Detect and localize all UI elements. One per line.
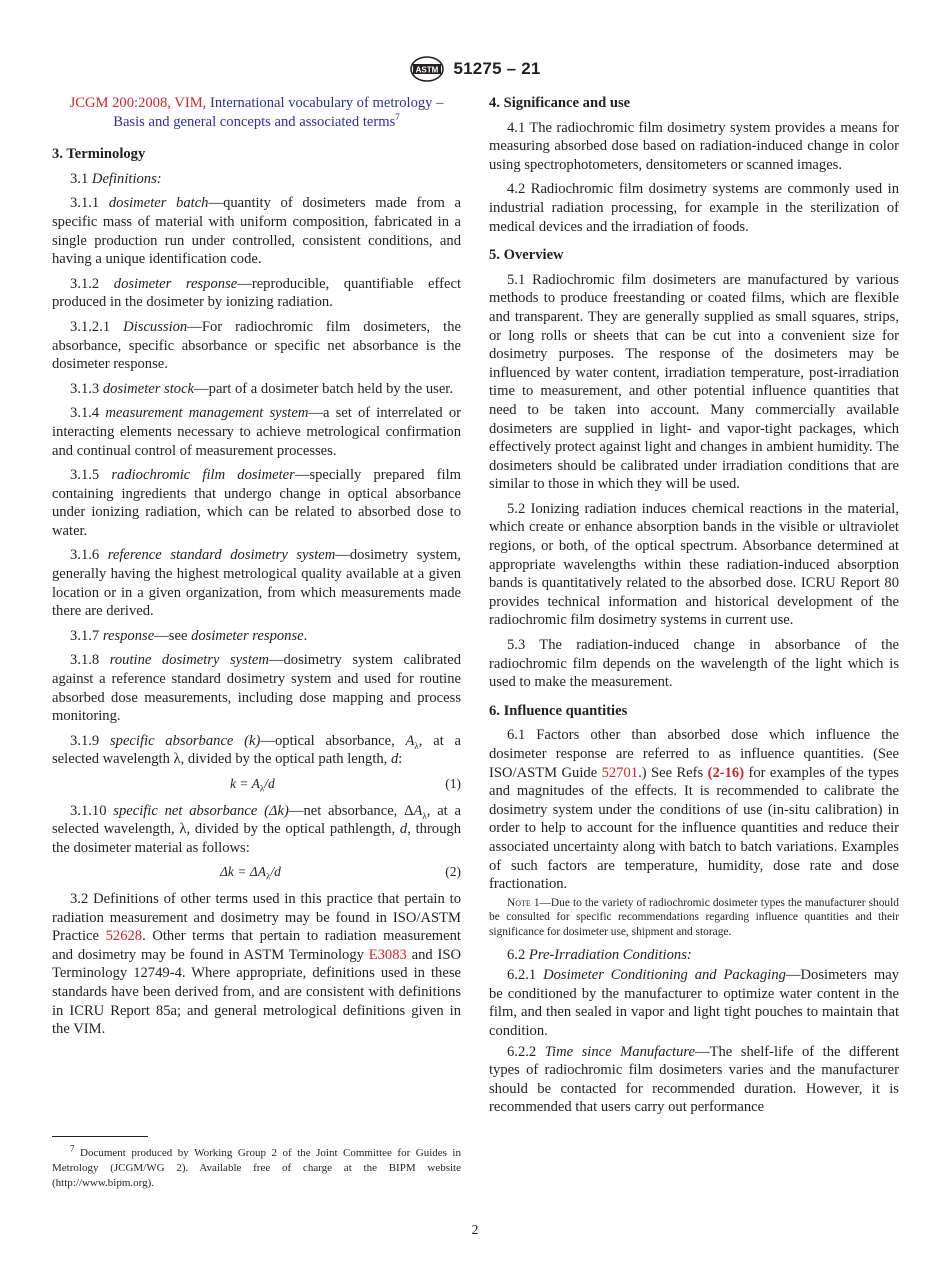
paragraph-5-2: 5.2 Ionizing radiation induces chemical reactions in the material, which create or enhance absorption bands in the visible or ultraviolet regions, or both, of the optical spectrum. Absorbance determined at appropriate wavelengths within these radiation-induced absorption bands is quantitatively related to the absorbed dose. ICRU Report 80 provides technical information and historical development of the radiochromic film dosimetry systems in current use. [489,500,899,629]
equation-2: $\Delta k = \Delta A_\lambda/d$ (2) [220,864,461,883]
page-number: 2 [471,1222,479,1237]
paragraph-3-2: 3.2 Definitions of other terms used in this practice that pertain to radiation measurement and dosimetry may be found in ISO/ASTM Practice 52628. Other terms that pertain to radiation measurement and dosimetry may be found in ASTM Terminology E3083 and ISO Terminology 12749-4. Where appropriate, definitions used in these standards have been derived from, and are consistent with definitions in ICRU Report 85a; and general metrological definitions given in the VIM. [52,890,461,1038]
logo-text: ASTM [416,65,439,75]
footnote-ref-7[interactable]: 7 [395,111,400,122]
paragraph-3-1-7: 3.1.7 response—see dosimeter response. [70,627,308,644]
section-4-heading: 4. Significance and use [489,95,631,111]
right-column [489,94,899,1123]
section-6-heading: 6. Influence quantities [489,702,628,719]
equation-2-number: (2) [445,864,461,880]
paragraph-4-1: 4.1 The radiochromic film dosimetry system provides a means for measuring absorbed dose based on radiation-induced change in color using spectrophotometers, densitometers or scanned images. [489,119,899,173]
paragraph-3-1-6: 3.1.6 reference standard dosimetry system—dosimetry system, generally having the highest metrological quality available at a given location or in a given organization, from which measurements made there are derived. [52,547,461,620]
link-refs-2-16[interactable]: (2-16) [707,764,745,781]
paragraph-6-2-1: 6.2.1 Dosimeter Conditioning and Packaging—Dosimeters may be conditioned by the manufacturer to optimize water content in the film, and then sealed in vapor and light tight pouches to maintain that condition. [489,967,900,1039]
paragraph-5-3: 5.3 The radiation-induced change in absorbance of the radiochromic film depends on the wavelength of the light which is used to make the measurement. [489,637,899,691]
section-5-heading: 5. Overview [489,247,564,264]
paragraph-5-1: 5.1 Radiochromic film dosimeters are manufactured by various methods to produce freestanding or coated films, which are flexible and transparent. They are generally supplied as small squares, strips, or long rolls or sheets that can be cut into a convenient size for dosimetry purposes. The response of the dosimeters may be influenced by water content, irradiation temperature, post-irradiation time to measurement, and other potential influence quantities that need to be taken into account. Many commercially available dosimeters are supplied in light- and vapor-tight packages, which effectively protect against light and changes in ambient humidity. The dosimeters should be calibrated under irradiation conditions that are similar to those in which they will be used. [489,271,899,493]
reference-title-link[interactable]: International vocabulary of metrology – Basis and general concepts and associated terms [113,95,444,130]
link-52628[interactable]: 52628 [105,928,143,945]
link-e3083[interactable]: E3083 [368,946,407,963]
left-column [52,94,461,1045]
equation-1-number: (1) [445,776,461,791]
paragraph-6-1: 6.1 Factors other than absorbed dose which influence the dosimeter response are referred to as influence quantities. (See ISO/ASTM Guide 52701.) See Refs (2-16) for examples of the types and magnitudes of the effects. It is recommended to calibrate the dosimetry system under the conditions of use (in-situ calibration) in order to help to account for the influence quantities and reduce their associated uncertainty along with batch to batch variations. Examples of such factors are temperature, humidity, dose rate and dose fractionation. [489,727,899,893]
paragraph-6-2: 6.2 Pre-Irradiation Conditions: [507,946,692,963]
link-52701[interactable]: 52701 [601,764,639,781]
paragraph-3-1-2: 3.1.2 dosimeter response—reproducible, quantifiable effect produced in the dosimeter by ionizing radiation. [52,275,461,311]
paragraph-3-1-2-1: 3.1.2.1 Discussion—For radiochromic film dosimeters, the absorbance, specific absorbance or specific net absorbance is the dosimeter response. [52,318,461,373]
paragraph-3-1-4: 3.1.4 measurement management system—a set of interrelated or interacting elements necessary to achieve metrological confirmation and continual control of measurement processes. [52,405,461,459]
paragraph-3-1: 3.1 Definitions: [70,170,162,187]
document-designation: 51275 – 21 [453,59,541,78]
note-1: Note 1—Due to the variety of radiochromic dosimeter types the manufacturer should be consulted for specific recommendations regarding influence quantities and their significance for dosimeter use, shipment and storage. [489,896,899,938]
reference-jcgm [52,94,461,131]
reference-code-link[interactable]: JCGM 200:2008, VIM, [69,95,207,111]
astm-logo-icon [409,56,445,82]
footnote-divider [52,1136,148,1137]
section-3-heading: 3. Terminology [52,146,146,163]
equation-1: $k = A_\lambda/d$ (1) [230,776,461,794]
paragraph-3-1-3: 3.1.3 dosimeter stock—part of a dosimeter batch held by the user. [70,380,454,397]
paragraph-3-1-8: 3.1.8 routine dosimetry system—dosimetry system calibrated against a reference standard dosimetry system and used for routine absorbed dose measurements, including dose mapping and process monitoring. [52,652,461,725]
paragraph-4-2: 4.2 Radiochromic film dosimetry systems are commonly used in industrial radiation processing, for example in the sterilization of medical devices and the irradiation of foods. [489,181,899,235]
paragraph-3-1-1: 3.1.1 dosimeter batch—quantity of dosimeters made from a specific mass of material with uniform composition, fabricated in a single production run under controlled, consistent conditions, and having a unique identification code. [52,195,461,268]
paragraph-6-2-2: 6.2.2 Time since Manufacture—The shelf-life of the different types of radiochromic film dosimeters varies and the manufacturer should be contacted for recommended duration. However, it is recommended that users carry out performance [489,1043,899,1116]
paragraph-3-1-9: 3.1.9 specific absorbance (k)—optical absorbance, $A_\lambda$, at a selected wavelength λ, divided by the optical path length, d: [52,732,461,768]
paragraph-3-1-5: 3.1.5 radiochromic film dosimeter—specially prepared film containing ingredients that undergo change in optical absorbance under ionizing radiation, which can be related to absorbed dose to water. [52,467,462,539]
page-header [0,56,950,82]
paragraph-3-1-10: 3.1.10 specific net absorbance (Δk)—net absorbance, $\Delta A_\lambda$, at a selected wavelength, λ, divided by the optical pathlength, d, through the dosimeter material as follows: [52,802,461,856]
footnote-7: $^7$ Document produced by Working Group 2 of the Joint Committee for Guides in Metrology (JCGM/WG 2). Available free of charge at the BIPM website (http://www.bipm.org). [52,1143,461,1189]
